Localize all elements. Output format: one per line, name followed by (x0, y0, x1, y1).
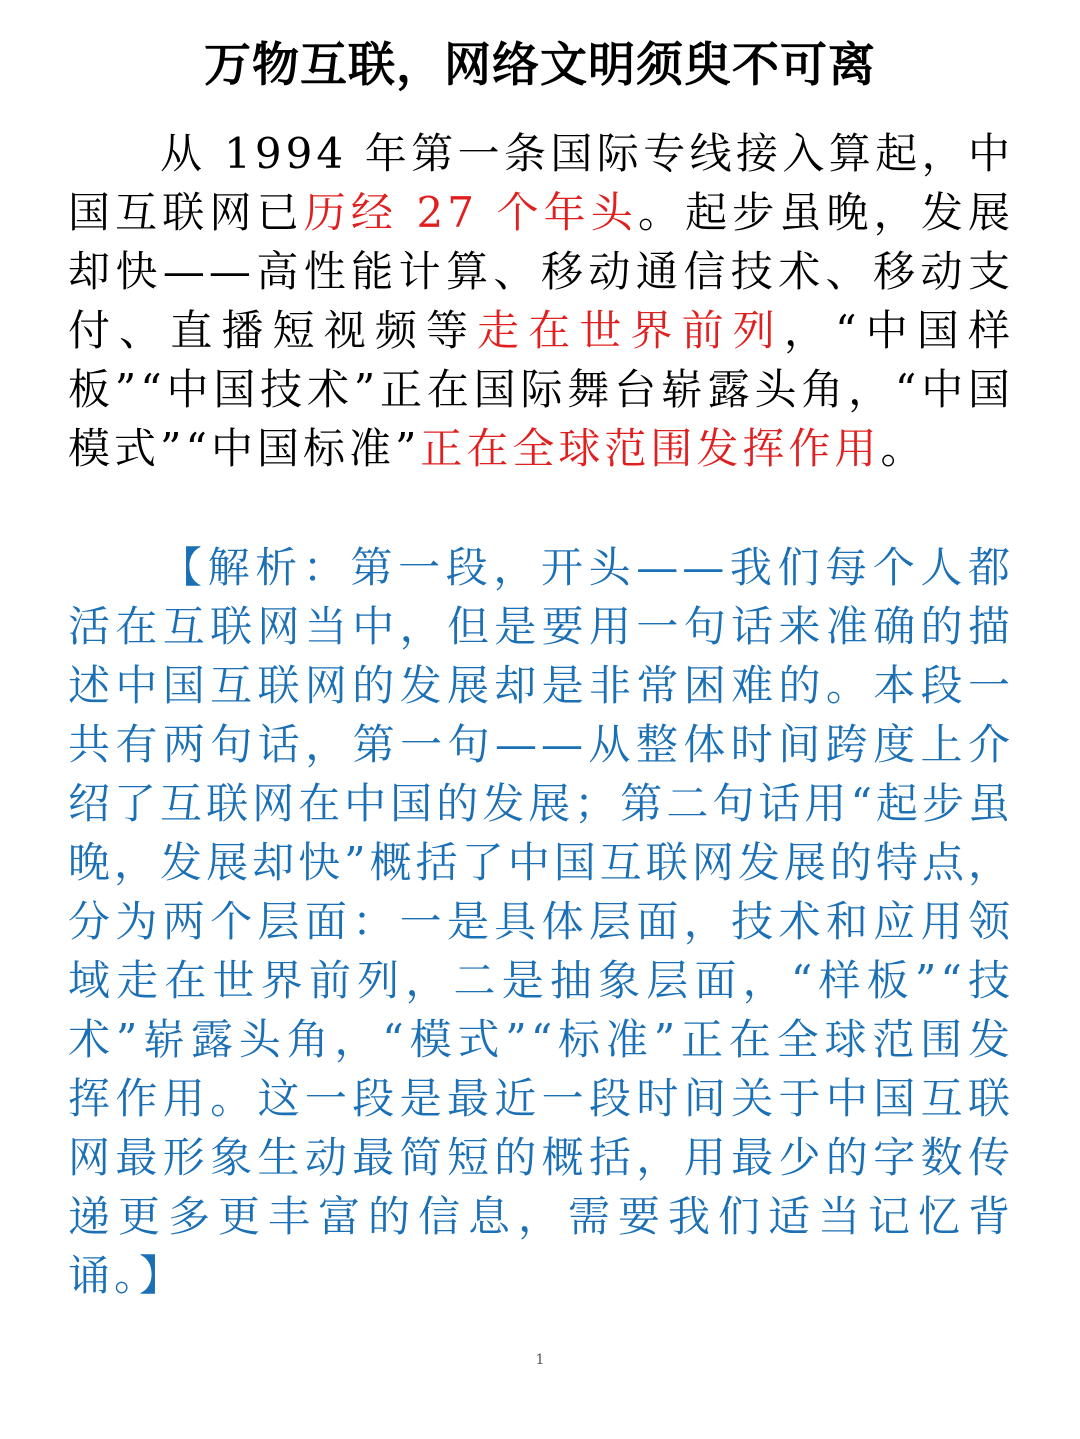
page-number: 1 (535, 1352, 545, 1368)
text-segment: ，“中国样板”“中国技术”正在国际舞台崭露头角，“中国模式”“中国标准” (68, 306, 1014, 473)
text-segment: 从 1994 年第一条国际专线接入算起，中国互联网已 (68, 129, 1014, 237)
text-segment: 。起步虽晚，发展却快——高性能计算、移动通信技术、移动支付、直播短视频等 (68, 188, 1014, 355)
highlighted-text-segment: 走在世界前列 (477, 306, 784, 355)
highlighted-text-segment: 正在全球范围发挥作用 (420, 424, 881, 473)
highlighted-text-segment: 历经 27 个年头 (303, 188, 638, 237)
text-segment: 。 (880, 424, 927, 473)
document-title: 万物互联，网络文明须臾不可离 (204, 38, 876, 93)
main-paragraph (68, 124, 1014, 478)
analysis-paragraph: 【解析：第一段，开头——我们每个人都活在互联网当中，但是要用一句话来准确的描述中国互联网的发展却是非常困难的。本段一共有两句话，第一句——从整体时间跨度上介绍了互联网在中国的发展；第二句话用“起步虽晚，发展却快”概括了中国互联网发展的特点，分为两个层面：一是具体层面，技术和应用领域走在世界前列，二是抽象层面，“样板”“技术”崭露头角，“模式”“标准”正在全球范围发挥作用。这一段是最近一段时间关于中国互联网最形象生动最简短的概括，用最少的字数传递更多更丰富的信息，需要我们适当记忆背诵。】 (68, 543, 1014, 1300)
